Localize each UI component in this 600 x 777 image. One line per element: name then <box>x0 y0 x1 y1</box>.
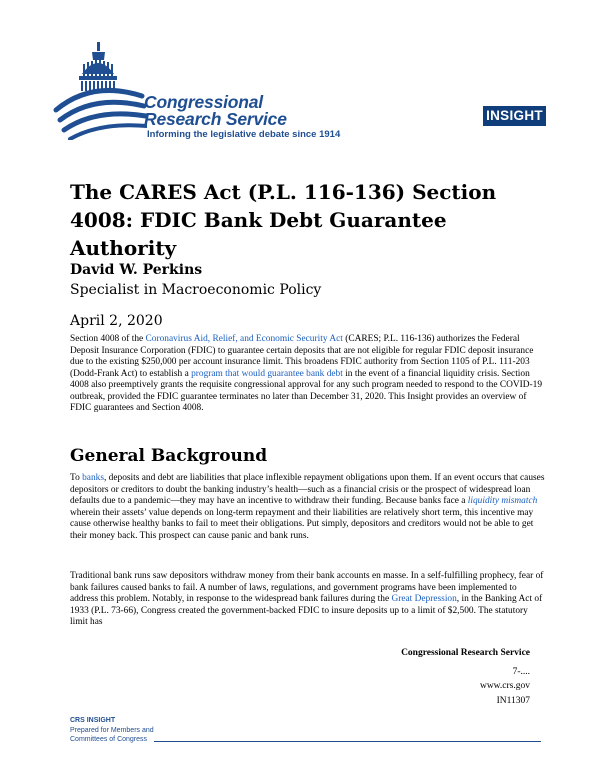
footer-website[interactable]: www.crs.gov <box>479 681 530 691</box>
bg2-text-2: , in the Banking Act of 1933 (P.L. 73-66), Congress created the government-backed FDIC to insure deposits up to a limit of $2,500. The statutory limit has <box>70 594 543 627</box>
footer-product-id: IN11307 <box>496 696 530 706</box>
bank-debt-program-link[interactable]: program that would guarantee bank debt <box>191 368 343 379</box>
publication-date: April 2, 2020 <box>70 313 163 329</box>
crs-logo <box>52 40 352 150</box>
footer-prepared-2: Committees of Congress <box>70 736 148 743</box>
author-role: Specialist in Macroeconomic Policy <box>70 282 322 298</box>
footer-org: Congressional Research Service <box>401 648 530 658</box>
intro-paragraph <box>70 334 547 415</box>
footer-divider <box>154 741 541 742</box>
logo-tagline: Informing the legislative debate since 1914 <box>147 129 341 140</box>
capitol-dome-icon <box>52 40 147 140</box>
bg1-text-2: , deposits and debt are liabilities that place inflexible repayment obligations upon them. If an event occurs that causes depositors or creditors to doubt the banking industry’s health—such as a financial crisis or the prospect of widespread loan defaults due to a pandemic—they may have an incentive to withdraw their funding. Because banks face a <box>70 473 545 506</box>
intro-text-1: Section 4008 of the <box>70 334 146 344</box>
footer-label: CRS INSIGHT <box>70 717 116 724</box>
footer-code: 7-.... <box>512 667 530 677</box>
section-heading-general-background: General Background <box>70 446 268 466</box>
intro-text-2: (CARES; P.L. 116-136) authorizes the Federal Deposit Insurance Corporation (FDIC) to guarantee certain deposits that are not eligible for regular FDIC deposit insurance due to the existing $250,000 per account insurance limit. This broadens FDIC authority from Section 1105 of P.L. 111-203 (Dodd-Frank Act) to establish a <box>70 334 534 379</box>
logo-line-1: Congressional <box>144 92 263 112</box>
intro-text-3: in the event of a financial liquidity crisis. Section 4008 also preemptively grants the requisite congressional approval for any such program needed to respond to the COVID-19 outbreak, provided the FDIC guarantee terminates no later than December 31, 2020. This Insight provides an overview of FDIC guarantees and Section 4008. <box>70 368 543 413</box>
background-paragraph-2 <box>70 571 547 629</box>
background-paragraph-1 <box>70 473 547 542</box>
great-depression-link[interactable]: Great Depression <box>391 594 457 604</box>
bg1-text-1: To <box>70 473 83 483</box>
footer-prepared-1: Prepared for Members and <box>70 726 154 734</box>
document-title: The CARES Act (P.L. 116-136) Section 4008: FDIC Bank Debt Guarantee Authority <box>70 180 497 260</box>
banks-link[interactable]: banks <box>82 473 104 483</box>
insight-badge: INSIGHT <box>483 106 546 126</box>
author-name: David W. Perkins <box>70 262 203 278</box>
bg2-text-1: Traditional bank runs saw depositors withdraw money from their bank accounts en masse. In a self-fulfilling prophecy, fear of bank failures caused banks to fail. A number of laws, regulations, and government programs have been implemented to address this problem. Notably, in response to the widespread bank failures during the <box>70 571 544 604</box>
cares-act-link[interactable]: Coronavirus Aid, Relief, and Economic Security Act <box>145 334 343 344</box>
logo-wordmark <box>144 94 354 128</box>
liquidity-mismatch-link[interactable]: liquidity mismatch <box>467 496 538 506</box>
logo-line-2: Research Service <box>144 109 287 129</box>
bg1-text-3: wherein their assets’ value depends on long-term repayment and their liabilities are relatively short term, this incentive may cause otherwise healthy banks to fail to meet their obligations. Put simply, depositors and creditors would not be able to get their money back. This prospect can cause panic and bank runs. <box>70 507 534 541</box>
footer-crs-insight-label <box>70 716 154 745</box>
